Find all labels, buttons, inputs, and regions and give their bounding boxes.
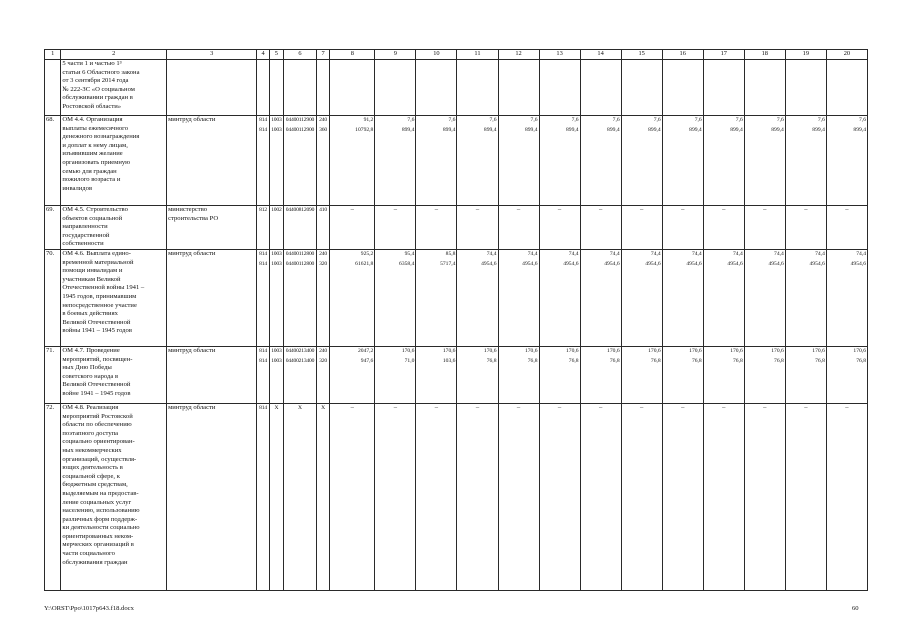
cell-value: 1003 [271,117,282,123]
year-amount [375,60,416,116]
year-amount [662,206,703,250]
cell-value: 76,8 [856,357,866,364]
executor: минтруд области [167,403,257,590]
grbs-code [257,206,269,250]
cell-value: 1002 [271,207,282,213]
total-amount [330,60,375,116]
cell-value: 74,4 [527,250,538,257]
cell-value: 170,6 [607,347,620,354]
year-amount [703,116,744,206]
cell-value: Х [298,404,302,411]
cell-value: – [434,206,439,213]
year-amount [662,116,703,206]
cell-value: – [393,403,398,411]
target-article-code [284,403,317,590]
year-amount [662,249,703,346]
year-amount [539,206,580,250]
cell-value: – [598,206,603,213]
column-number: 8 [330,50,375,60]
cell-value: 2047,2 [357,347,374,354]
grbs-code [257,249,269,346]
table-row [45,206,868,250]
year-amount [457,60,498,116]
year-amount [621,346,662,403]
event-name: ОМ 4.6. Выплата едино- временной материальной помощи инвалидам и участникам Великой Отечественной войны 1941 – 1945 годов, принимавшим непосредственное участие в боевых действиях Великой Отечественной войны 1941 – 1945 годов [61,249,167,346]
column-number: 20 [826,50,867,60]
year-amount [375,116,416,206]
cell-value: 947,6 [360,357,374,364]
cell-value: 7,6 [407,117,415,123]
cell-value: 170,6 [483,347,497,354]
cell-value: 76,8 [815,357,825,364]
cell-value: 7,6 [859,117,866,123]
cell-value: – [722,206,726,213]
table-row [45,116,868,206]
expense-type-code [316,249,329,346]
cell-value: 74,4 [691,250,702,257]
cell-value: 170,6 [442,347,456,354]
cell-value: 7,6 [530,117,538,123]
cell-value: 240 [319,347,327,354]
year-amount [457,249,498,346]
column-number: 14 [580,50,621,60]
cell-value: 814 [259,250,267,257]
cell-value: 4954,6 [768,260,784,267]
year-amount [662,60,703,116]
table-row [45,60,868,116]
event-name: ОМ 4.7. Проведение мероприятий, посвящен- ных Дню Победы советского народа в Великой Отечественной войне 1941 – 1945 годов [61,346,167,403]
expense-type-code [316,346,329,403]
cell-value: 4954,6 [481,260,497,267]
cell-value: 74,4 [609,250,620,257]
cell-value: 814 [259,126,267,133]
cell-value: 103,6 [442,357,456,364]
cell-value: 76,8 [527,357,538,364]
cell-value: – [763,403,767,411]
cell-value: 74,4 [732,250,743,257]
year-amount [785,116,826,206]
cell-value: 4954,6 [727,260,743,267]
cell-value: Х [321,404,325,411]
cell-value: 4954,6 [686,260,702,267]
cell-value: 74,4 [486,250,497,257]
cell-value: – [640,403,644,411]
cell-value: 170,6 [730,347,743,354]
cell-value: 170,6 [812,347,825,354]
cell-value: – [804,206,808,213]
year-amount [662,346,703,403]
cell-value: 04400112900 [285,117,315,123]
cell-value: 170,6 [648,347,661,354]
year-amount [457,346,498,403]
cell-value: 899,4 [689,126,702,133]
cell-value: 899,4 [607,126,620,133]
year-amount [703,249,744,346]
year-amount [416,116,457,206]
year-amount [498,249,539,346]
cell-value: 170,6 [771,347,784,354]
cell-value: 1003 [271,357,282,364]
cell-value: 76,8 [609,357,620,364]
program-table [44,49,868,591]
cell-value: – [393,206,398,213]
cell-value: 7,6 [653,117,661,123]
year-amount [539,249,580,346]
column-number: 4 [257,50,269,60]
cell-value: 71,0 [404,357,415,364]
file-path: Y:\ORST\Ppo\1017p643.f18.docx [44,605,134,612]
cell-value: 899,4 [812,126,825,133]
cell-value: – [475,403,480,411]
year-amount [826,206,867,250]
cell-value: 7,6 [694,117,702,123]
year-amount [621,206,662,250]
year-amount [498,206,539,250]
cell-value: 1003 [271,260,282,267]
cell-value: 74,4 [815,250,825,257]
column-number: 5 [269,50,283,60]
cell-value: 925,2 [360,250,374,257]
executor: минтруд области [167,346,257,403]
cell-value: 76,8 [650,357,661,364]
year-amount [580,116,621,206]
cell-value: 899,4 [771,126,784,133]
column-number-row [45,50,868,60]
year-amount [826,249,867,346]
section-code [269,403,283,590]
cell-value: 7,6 [448,117,456,123]
year-amount [580,206,621,250]
cell-value: – [681,403,685,411]
cell-value: – [598,403,603,411]
cell-value: 10792,8 [355,126,374,133]
cell-value: 240 [319,117,327,123]
cell-value: – [557,206,562,213]
cell-value: 85,8 [445,250,456,257]
year-amount [785,206,826,250]
year-amount [416,60,457,116]
cell-value: – [434,403,439,411]
row-number: 70. [45,249,61,346]
grbs-code [257,346,269,403]
cell-value: 170,6 [689,347,702,354]
cell-value: 814 [259,117,267,123]
cell-value: 04400213400 [285,347,315,354]
total-amount [330,403,375,590]
cell-value: 74,4 [650,250,661,257]
column-number: 15 [621,50,662,60]
cell-value: 91,2 [363,117,374,123]
target-article-code [284,346,317,403]
year-amount [580,346,621,403]
total-amount [330,346,375,403]
cell-value: 04400112900 [285,126,315,133]
page-number: 60 [852,605,859,612]
grbs-code [257,403,269,590]
column-number: 13 [539,50,580,60]
cell-value: 899,4 [853,126,866,133]
row-number: 69. [45,206,61,250]
year-amount [375,403,416,590]
year-amount [539,403,580,590]
year-amount [662,403,703,590]
column-number: 1 [45,50,61,60]
column-number: 2 [61,50,167,60]
year-amount [416,249,457,346]
cell-value: 7,6 [612,117,620,123]
cell-value: 4954,6 [522,260,538,267]
cell-value: 360 [319,126,327,133]
row-number: 72. [45,403,61,590]
cell-value: 814 [259,404,267,411]
year-amount [457,206,498,250]
year-amount [375,206,416,250]
cell-value: – [475,206,480,213]
total-amount [330,249,375,346]
target-article-code [284,116,317,206]
year-amount [785,403,826,590]
cell-value: 7,6 [571,117,579,123]
cell-value: 6358,4 [399,260,415,267]
year-amount [580,249,621,346]
year-amount [785,346,826,403]
year-amount [416,403,457,590]
cell-value: 76,8 [691,357,702,364]
cell-value: 74,4 [568,250,579,257]
year-amount [703,206,744,250]
year-amount [826,346,867,403]
year-amount [498,116,539,206]
cell-value: 04400112800 [285,260,315,267]
cell-value: 812 [259,207,267,213]
year-amount [580,403,621,590]
cell-value: 1003 [271,347,282,354]
year-amount [703,60,744,116]
cell-value: 899,4 [524,126,538,133]
year-amount [826,403,867,590]
year-amount [744,60,785,116]
cell-value: 899,4 [730,126,743,133]
year-amount [375,346,416,403]
cell-value: – [557,403,562,411]
year-amount [703,403,744,590]
year-amount [744,206,785,250]
cell-value: 7,6 [489,117,497,123]
year-amount [621,403,662,590]
cell-value: 4954,6 [563,260,579,267]
cell-value: 1003 [271,126,282,133]
section-code [269,206,283,250]
grbs-code [257,116,269,206]
table-row [45,403,868,590]
year-amount [744,249,785,346]
year-amount [621,249,662,346]
column-number: 9 [375,50,416,60]
year-amount [744,346,785,403]
column-number: 16 [662,50,703,60]
cell-value: – [804,403,808,411]
column-number: 12 [498,50,539,60]
target-article-code [284,206,317,250]
expense-type-code [316,60,329,116]
year-amount [744,116,785,206]
cell-value: – [845,206,849,213]
column-number: 10 [416,50,457,60]
executor [167,60,257,116]
event-name: ОМ 4.4. Организация выплаты ежемесячного денежного вознаграждения и доплат к нему лицам, изъявившим желание организовать приемную семью для граждан пожилого возраста и инвалидов [61,116,167,206]
cell-value: 899,4 [442,126,456,133]
cell-value: – [681,206,685,213]
cell-value: 814 [259,347,267,354]
cell-value: 74,4 [856,250,866,257]
cell-value: 7,6 [735,117,743,123]
cell-value: 4954,6 [645,260,661,267]
table-row [45,249,868,346]
column-number: 3 [167,50,257,60]
cell-value: 170,6 [524,347,538,354]
cell-value: 4954,6 [850,260,866,267]
cell-value: 76,8 [568,357,579,364]
cell-value: 74,4 [774,250,784,257]
expense-type-code [316,206,329,250]
year-amount [539,60,580,116]
cell-value: 170,6 [401,347,415,354]
cell-value: 5717,4 [440,260,456,267]
cell-value: – [350,206,354,213]
cell-value: – [516,206,521,213]
row-number: 71. [45,346,61,403]
executor: министерство строительства РО [167,206,257,250]
year-amount [785,249,826,346]
total-amount [330,116,375,206]
year-amount [744,403,785,590]
event-name: 5 части 1 и частью 1³ статьи 6 Областного закона от 3 сентября 2014 года № 222-ЗС «О социальном обслуживании граждан в Ростовской области» [61,60,167,116]
year-amount [826,60,867,116]
cell-value: 814 [259,260,267,267]
cell-value: 899,4 [483,126,497,133]
year-amount [498,60,539,116]
cell-value: 04400812090 [285,207,315,213]
year-amount [539,116,580,206]
cell-value: 04400112800 [285,250,315,257]
cell-value: 1003 [271,250,282,257]
cell-value: Х [274,404,279,411]
year-amount [375,249,416,346]
executor: минтруд области [167,249,257,346]
cell-value: 7,6 [817,117,825,123]
cell-value: 76,8 [732,357,743,364]
year-amount [498,346,539,403]
year-amount [826,116,867,206]
event-name: ОМ 4.5. Строительство объектов социальной направленности государственной собственности [61,206,167,250]
cell-value: 410 [319,207,327,213]
cell-value: – [516,403,521,411]
cell-value: 899,4 [566,126,579,133]
section-code [269,116,283,206]
grbs-code [257,60,269,116]
target-article-code [284,60,317,116]
cell-value: 4954,6 [809,260,825,267]
event-name: ОМ 4.8. Реализация мероприятий Ростовской области по обеспечению поэтапного доступа социально ориентирован- ных некоммерческих организаций, осуществля- ющих деятельность в социальной сфере, к бюджетным средствам, выделяемым на предостав- ление социальных услуг населению, использованию различных форм поддерж- ки деятельности социально ориентированных неком- мерческих организаций в части социального обслуживания граждан [61,403,167,590]
cell-value: 7,6 [776,117,784,123]
cell-value: 170,6 [853,347,866,354]
year-amount [621,60,662,116]
year-amount [416,206,457,250]
cell-value: – [845,403,849,411]
column-number: 19 [785,50,826,60]
cell-value: – [722,403,726,411]
section-code [269,60,283,116]
column-number: 17 [703,50,744,60]
cell-value: 899,4 [401,126,415,133]
cell-value: 95,4 [404,250,415,257]
cell-value: 320 [319,260,327,267]
year-amount [785,60,826,116]
year-amount [703,346,744,403]
cell-value: 814 [259,357,267,364]
cell-value: – [640,206,644,213]
cell-value: – [763,206,767,213]
column-number: 6 [284,50,317,60]
year-amount [457,116,498,206]
row-number: 68. [45,116,61,206]
cell-value: 240 [319,250,327,257]
column-number: 7 [316,50,329,60]
row-number [45,60,61,116]
cell-value: 899,4 [648,126,661,133]
year-amount [457,403,498,590]
section-code [269,346,283,403]
cell-value: 76,8 [774,357,784,364]
cell-value: 320 [319,357,327,364]
cell-value: 170,6 [566,347,579,354]
cell-value: 04400213400 [285,357,315,364]
executor: минтруд области [167,116,257,206]
expense-type-code [316,116,329,206]
total-amount [330,206,375,250]
cell-value: 4954,6 [604,260,620,267]
year-amount [539,346,580,403]
target-article-code [284,249,317,346]
year-amount [580,60,621,116]
section-code [269,249,283,346]
year-amount [498,403,539,590]
cell-value: – [350,403,354,411]
cell-value: 76,8 [486,357,497,364]
cell-value: 61621,8 [355,260,374,267]
year-amount [416,346,457,403]
year-amount [621,116,662,206]
expense-type-code [316,403,329,590]
column-number: 18 [744,50,785,60]
table-row [45,346,868,403]
column-number: 11 [457,50,498,60]
